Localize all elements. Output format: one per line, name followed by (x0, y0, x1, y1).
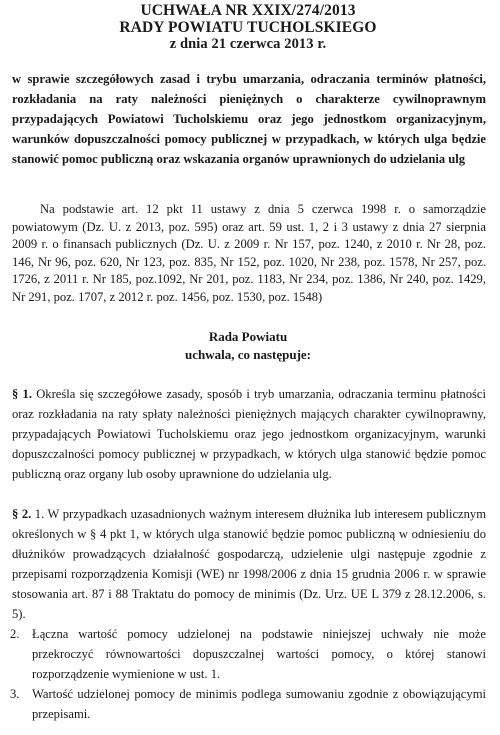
section-2-item-1 (10, 504, 486, 624)
section-1-label: § 1. (12, 387, 32, 401)
section-2-item-2-number: 2. (10, 627, 20, 641)
section-2-item-3-number: 3. (10, 687, 20, 701)
council-decision-heading (10, 328, 486, 364)
issuing-authority: RADY POWIATU TUCHOLSKIEGO (119, 19, 377, 36)
section-1-text: Określa się szczegółowe zasady, sposób i tryb umarzania, odraczania terminu płatności oraz rozkładania na raty spłaty należności pieniężnych mających charakter cywilnoprawny, przypadających Powiatowi Tucholskiemu oraz jego jednostkom organizacyjnym, warunki dopuszczalności pomocy publicznej w przypadkach, w których ulga stanowić będzie pomoc publiczną oraz organy lub osoby uprawnione do udzielania ulg. (12, 387, 486, 481)
section-2-label: § 2. (12, 507, 32, 521)
resolution-subject: w sprawie szczegółowych zasad i trybu umarzania, odraczania terminów płatności, rozkładania na raty należności pieniężnych o charakterze cywilnoprawnym przypadających Powiatowi Tucholskiemu oraz jego jednostkom organizacyjnym, warunków dopuszczalności pomocy publicznej w przypadkach, w których ulga będzie stanowić pomoc publiczną oraz wskazania organów uprawnionych do udzielania ulg (12, 72, 486, 166)
section-2 (10, 504, 486, 724)
section-2-item-3-text: Wartość udzielonej pomocy de minimis podlega sumowaniu zgodnie z obowiązującymi przepisami. (32, 687, 486, 721)
section-2-item-3 (10, 684, 486, 724)
council-name: Rada Powiatu (208, 329, 288, 344)
section-1 (10, 384, 486, 484)
council-resolves: uchwala, co następuje: (184, 347, 312, 362)
section-2-item-1-text: W przypadkach uzasadnionych ważnym interesem dłużnika lub interesem publicznym określonych w § 4 pkt 1, w których ulga stanowić będzie pomoc publiczną w odniesieniu do dłużników prowadzących działalność gospodarczą, udzielenie ulgi następuje zgodnie z przepisami rozporządzenia Komisji (WE) nr 1998/2006 z dnia 15 grudnia 2006 r. w sprawie stosowania art. 87 i 88 Traktatu do pomocy de minimis (Dz. Urz. UE L 379 z 28.12.2006, s. 5). (12, 507, 487, 621)
legal-basis: Na podstawie art. 12 pkt 11 ustawy z dnia 5 czerwca 1998 r. o samorządzie powiatowym (Dz. U. z 2013, poz. 595) oraz art. 59 ust. 1, 2 i 3 ustawy z dnia 27 sierpnia 2009 r. o finansach publicznych (Dz. U. z 2009 r. Nr 157, poz. 1240, z 2010 r. Nr 28, poz. 146, Nr 96, poz. 620, Nr 123, poz. 835, Nr 152, poz. 1020, Nr 238, poz. 1578, Nr 257, poz. 1726, z 2011 r. Nr 185, poz.1092, Nr 201, poz. 1183, Nr 234, poz. 1386, Nr 240, poz. 1429, Nr 291, poz. 1707, z 2012 r. poz. 1456, poz. 1530, poz. 1548) (12, 202, 486, 304)
section-2-item-2-text: Łączna wartość pomocy udzielonej na podstawie niniejszej uchwały nie może przekroczyć równowartości dopuszczalnej wartości pomocy, o której stanowi rozporządzenie wymienione w ust. 1. (32, 627, 486, 681)
resolution-date: z dnia 21 czerwca 2013 r. (169, 36, 327, 52)
resolution-number: UCHWAŁA NR XXIX/274/2013 (140, 2, 356, 19)
section-2-item-1-number: 1. (34, 507, 45, 521)
section-2-item-2 (10, 624, 486, 684)
